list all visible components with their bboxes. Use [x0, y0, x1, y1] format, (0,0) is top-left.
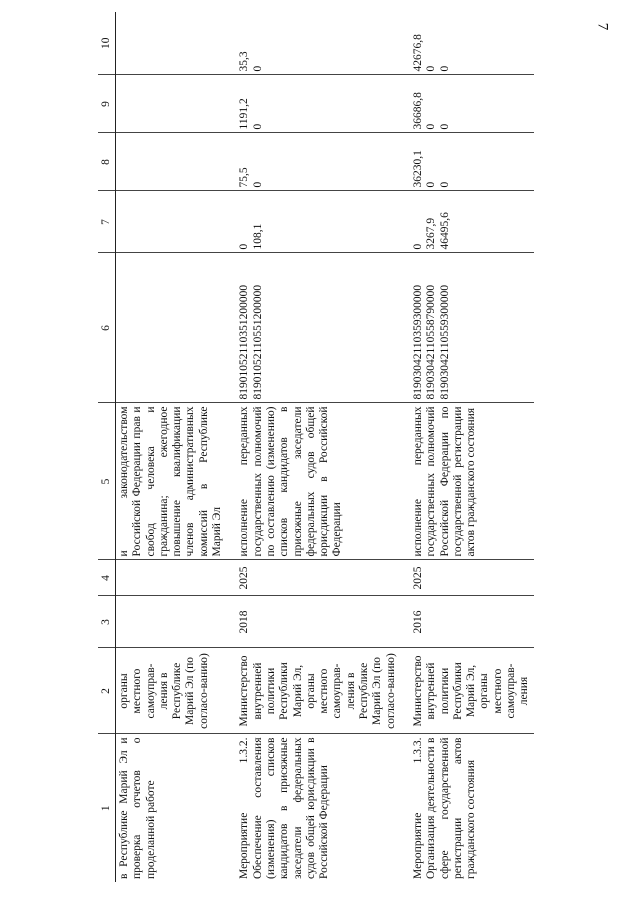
executor-cell: органы местного самоуправ-ления в Республике Марий Эл (по согласо-ванию) — [116, 648, 227, 734]
budget-code-cell — [236, 253, 400, 403]
table-row — [116, 12, 227, 882]
budget-code: 81901052110351200000 — [238, 284, 251, 400]
amount-cell — [116, 133, 227, 191]
amount-value: 0 — [438, 181, 451, 188]
column-number-header: 5 — [98, 403, 116, 560]
amount-value: 0 — [438, 123, 451, 130]
column-number-header: 8 — [98, 133, 116, 191]
start-year-cell: 2018 — [236, 596, 400, 648]
executor-cell: Министерство внутренней политики Республики Марий Эл, органы местного самоуправ-ления — [410, 648, 534, 734]
executor-cell: Министерство внутренней политики Республики Марий Эл, органы местного самоуправ-ления в Республике Марий Эл (по согласо-ванию) — [236, 648, 400, 734]
expected-result-cell: исполнение переданных государственных полномочий Российской Федерации по государственной регистрации актов гражданского состояния — [410, 403, 534, 560]
program-activities-table — [98, 12, 534, 882]
column-number-header: 7 — [98, 191, 116, 253]
table-row — [236, 12, 400, 882]
amount-value: 0 — [251, 65, 264, 72]
amount-value: 0 — [425, 181, 438, 188]
amount-cell — [236, 12, 400, 75]
budget-code-cell — [410, 253, 534, 403]
amount-value: 42676,8 — [411, 34, 424, 72]
amount-value: 108,1 — [251, 223, 264, 250]
start-year-cell: 2016 — [410, 596, 534, 648]
page-number: 7 — [594, 22, 611, 31]
column-number-header: 9 — [98, 75, 116, 133]
amount-cell — [116, 75, 227, 133]
activity-name-cell: в Республике Марий Эл и проверка отчетов о проделанной работе — [118, 737, 157, 879]
amount-cell — [410, 191, 534, 253]
budget-code: 81901052110551200000 — [251, 284, 264, 400]
amount-value: 46495,6 — [438, 212, 451, 250]
amount-cell — [236, 133, 400, 191]
amount-cell — [410, 12, 534, 75]
amount-value: 0 — [411, 243, 424, 250]
end-year-cell — [116, 560, 227, 596]
budget-code-cell — [116, 253, 227, 403]
start-year-cell — [116, 596, 227, 648]
amount-value: 0 — [251, 181, 264, 188]
activity-name-cell: Мероприятие 1.3.2. Обеспечение составления (изменения) списков кандидатов в присяжные заседатели федеральных судов общей юрисдикции в Российской Федерации — [238, 737, 331, 879]
amount-cell — [116, 191, 227, 253]
amount-cell — [236, 75, 400, 133]
amount-cell — [410, 75, 534, 133]
end-year-cell: 2025 — [236, 560, 400, 596]
amount-cell — [236, 191, 400, 253]
column-number-header: 2 — [98, 648, 116, 734]
amount-value: 0 — [251, 123, 264, 130]
amount-value: 3267,9 — [425, 217, 438, 250]
column-number-header: 1 — [98, 734, 116, 882]
activity-name-cell: Мероприятие 1.3.3. Организация деятельности в сфере государственной регистрации актов гражданского состояния — [411, 737, 478, 879]
column-number-header: 6 — [98, 253, 116, 403]
amount-value: 35,3 — [238, 51, 251, 72]
table-row — [410, 12, 534, 882]
amount-value: 36686,8 — [411, 92, 424, 130]
amount-cell — [410, 133, 534, 191]
column-number-header: 3 — [98, 596, 116, 648]
amount-value: 0 — [438, 65, 451, 72]
expected-result-cell: исполнение переданных государственных полномочий по составлению (изменению) списков кандидатов в присяжные заседатели федеральных судов общей юрисдикции в Российской Федерации — [236, 403, 400, 560]
expected-result-cell: и законодательством Российской Федерации прав и свобод человека и гражданина; ежегодное повышение квалификации членов административных комиссий в Республике Марий Эл — [116, 403, 227, 560]
budget-code: 81903042110559300000 — [438, 284, 451, 400]
budget-code: 81903042110558790000 — [425, 284, 438, 400]
amount-value: 1191,2 — [238, 98, 251, 130]
column-number-header: 4 — [98, 560, 116, 596]
amount-value: 0 — [425, 65, 438, 72]
rotated-page-content — [98, 12, 633, 882]
amount-value: 0 — [238, 243, 251, 250]
column-number-header: 10 — [98, 12, 116, 75]
amount-cell — [116, 12, 227, 75]
end-year-cell: 2025 — [410, 560, 534, 596]
budget-code: 81903042110359300000 — [411, 284, 424, 400]
amount-value: 0 — [425, 123, 438, 130]
amount-value: 75,5 — [238, 167, 251, 188]
amount-value: 36230,1 — [411, 150, 424, 188]
column-number-header-row — [98, 12, 116, 882]
